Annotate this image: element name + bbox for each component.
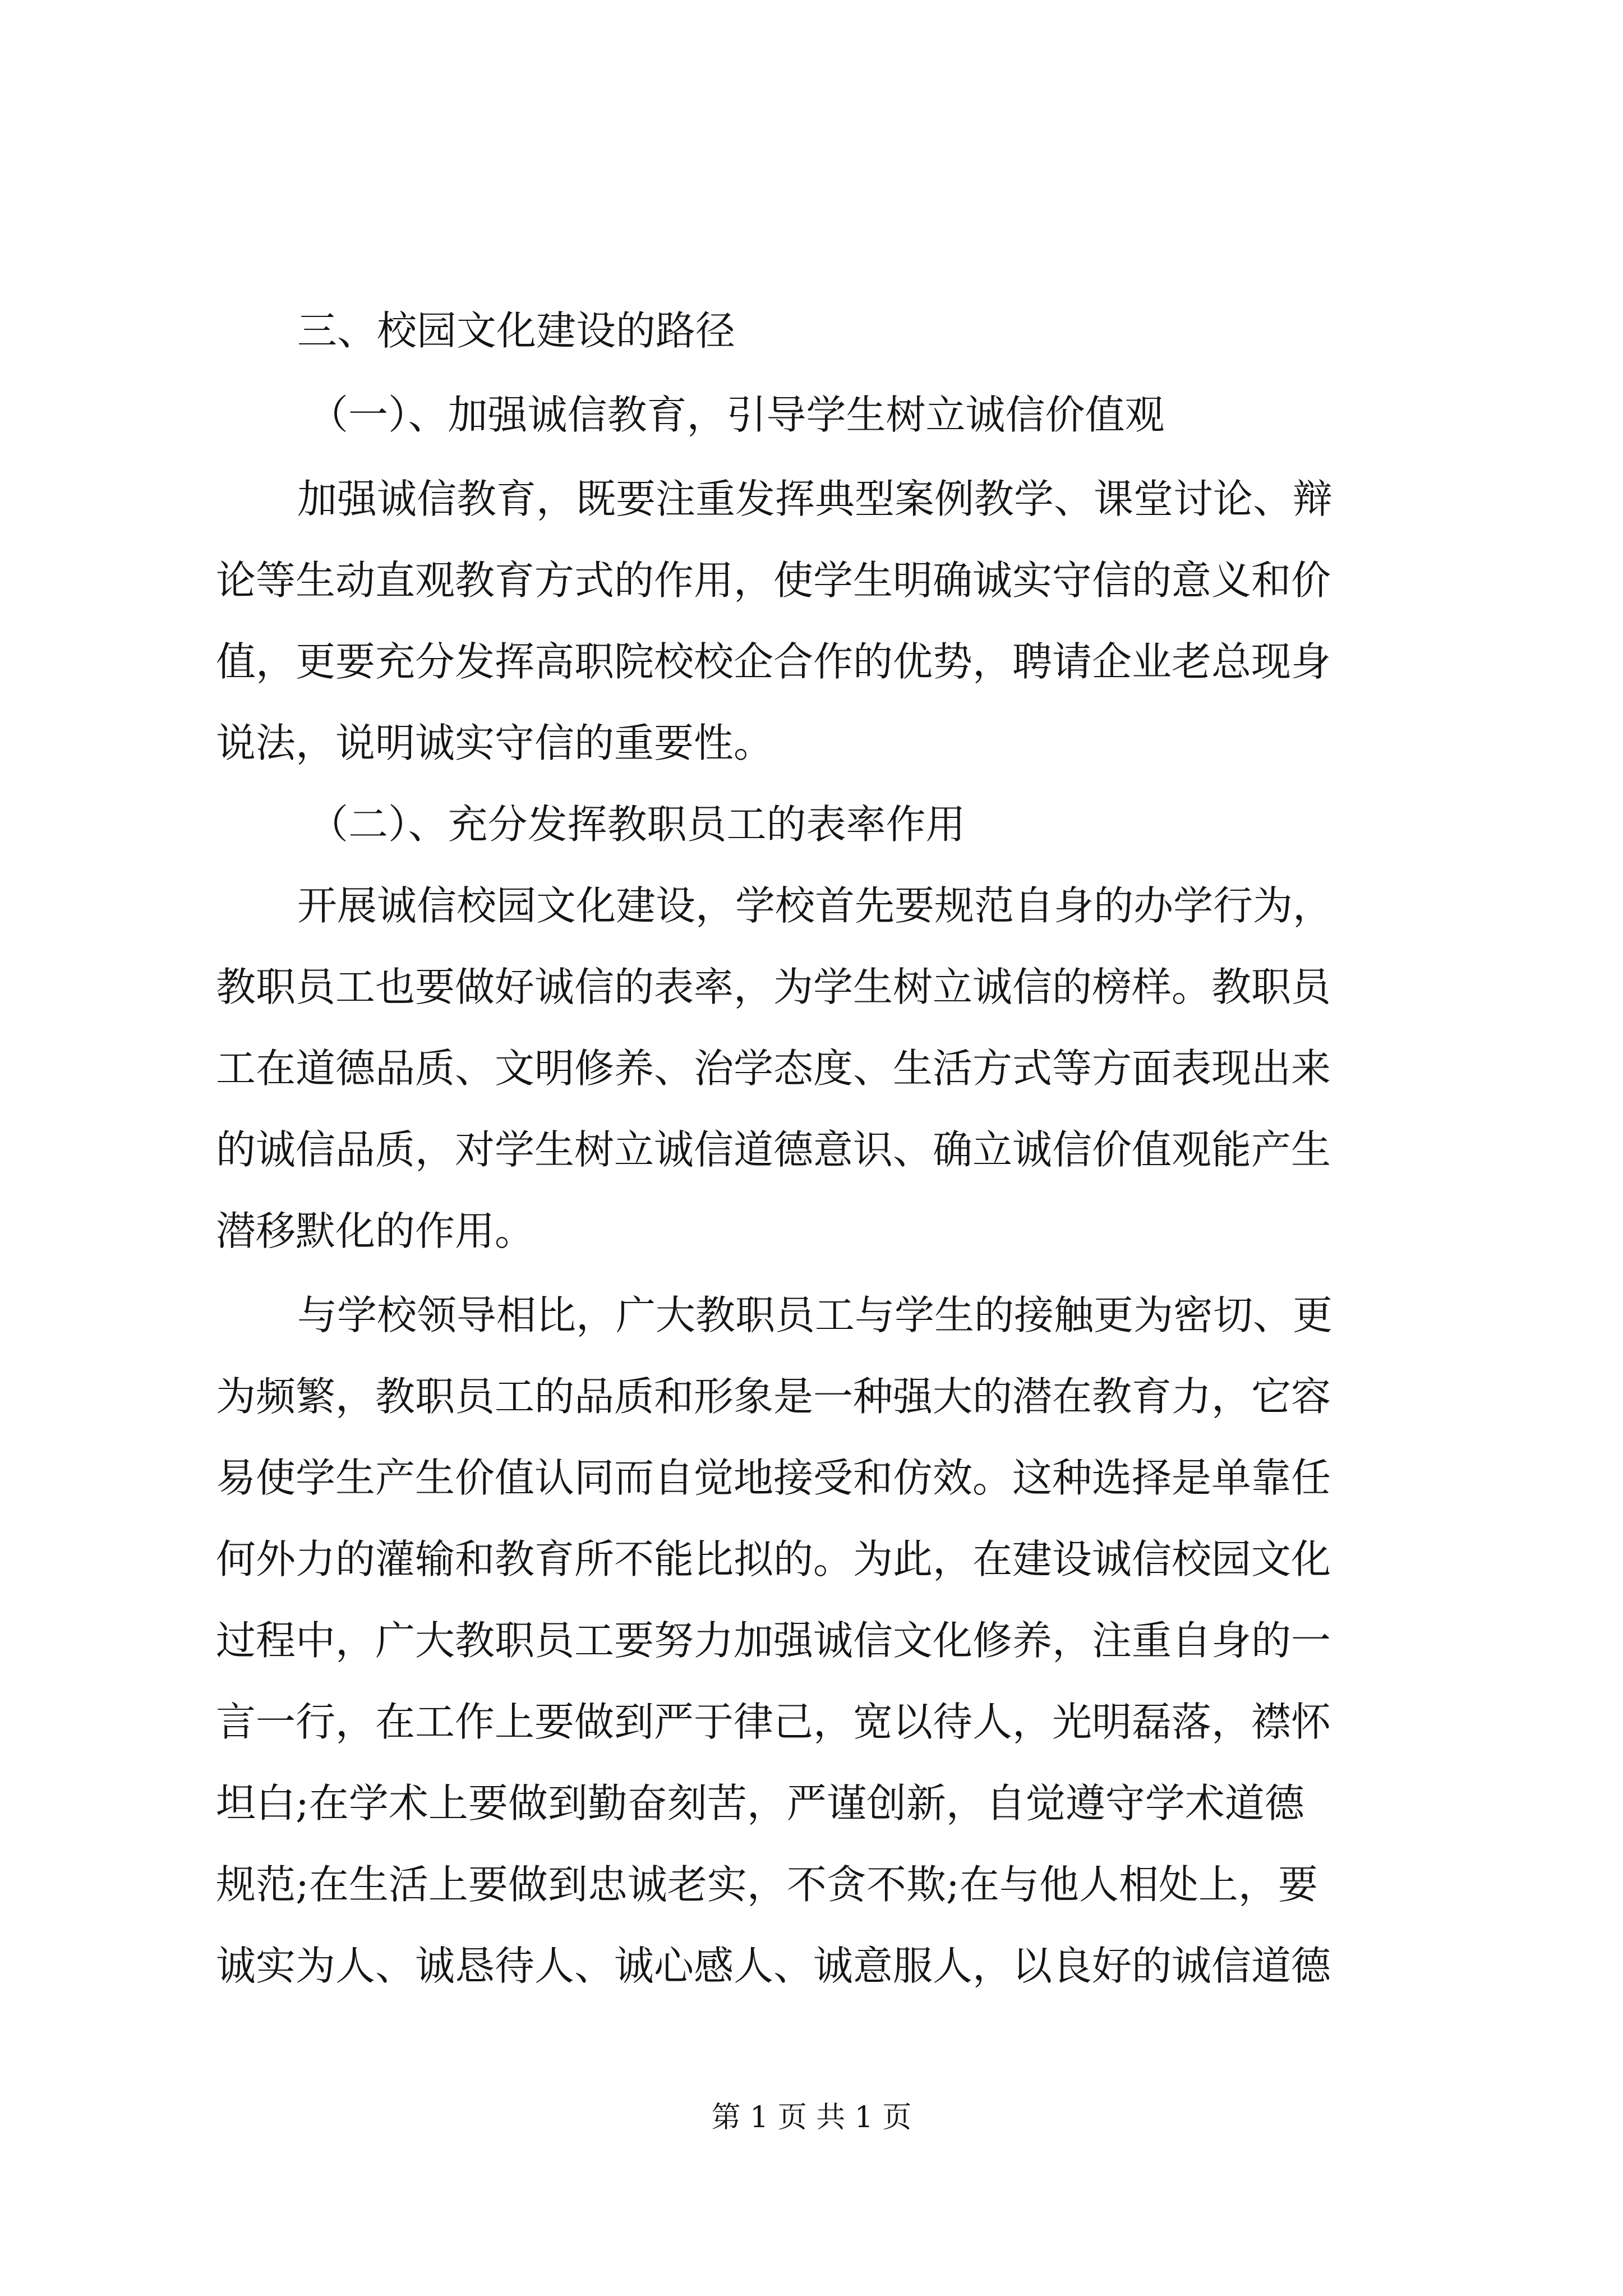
paragraph-line: 论等生动直观教育方式的作用，使学生明确诚实守信的意义和价 xyxy=(216,557,1331,604)
paragraph-line: 为频繁，教职员工的品质和形象是一种强大的潜在教育力，它容 xyxy=(216,1373,1331,1420)
paragraph-line: 言一行，在工作上要做到严于律己，宽以待人，光明磊落，襟怀 xyxy=(216,1699,1331,1745)
paragraph-line: 加强诚信教育，既要注重发挥典型案例教学、课堂讨论、辩 xyxy=(297,476,1333,522)
paragraph-line: 值，更要充分发挥高职院校校企合作的优势，聘请企业老总现身 xyxy=(216,638,1331,685)
paragraph-line: 开展诚信校园文化建设，学校首先要规范自身的办学行为， xyxy=(297,882,1333,929)
paragraph-line: 过程中，广大教职员工要努力加强诚信文化修养，注重自身的一 xyxy=(216,1617,1331,1664)
paragraph-line: 工在道德品质、文明修养、治学态度、生活方式等方面表现出来 xyxy=(216,1045,1331,1092)
paragraph-line: 说法，说明诚实守信的重要性。 xyxy=(216,720,774,766)
paragraph-line: 易使学生产生价值认同而自觉地接受和仿效。这种选择是单靠任 xyxy=(216,1455,1331,1501)
page-number-footer: 第 1 页 共 1 页 xyxy=(711,2101,912,2134)
subheading-staff-role-model: （二）、充分发挥教职员工的表率作用 xyxy=(308,801,966,848)
paragraph-line: 坦白;在学术上要做到勤奋刻苦，严谨创新，自觉遵守学术道德 xyxy=(216,1780,1304,1826)
paragraph-line: 教职员工也要做好诚信的表率，为学生树立诚信的榜样。教职员 xyxy=(216,964,1331,1010)
subheading-integrity-education: （一）、加强诚信教育，引导学生树立诚信价值观 xyxy=(308,392,1165,438)
paragraph-line: 诚实为人、诚恳待人、诚心感人、诚意服人，以良好的诚信道德 xyxy=(216,1943,1331,1989)
paragraph-line: 规范;在生活上要做到忠诚老实，不贪不欺;在与他人相处上，要 xyxy=(216,1861,1318,1908)
paragraph-line: 的诚信品质，对学生树立诚信道德意识、确立诚信价值观能产生 xyxy=(216,1126,1331,1173)
paragraph-line: 何外力的灌输和教育所不能比拟的。为此，在建设诚信校园文化 xyxy=(216,1536,1331,1582)
section-heading: 三、校园文化建设的路径 xyxy=(297,307,736,354)
paragraph-line: 与学校领导相比，广大教职员工与学生的接触更为密切、更 xyxy=(297,1292,1333,1338)
paragraph-line: 潜移默化的作用。 xyxy=(216,1208,535,1254)
